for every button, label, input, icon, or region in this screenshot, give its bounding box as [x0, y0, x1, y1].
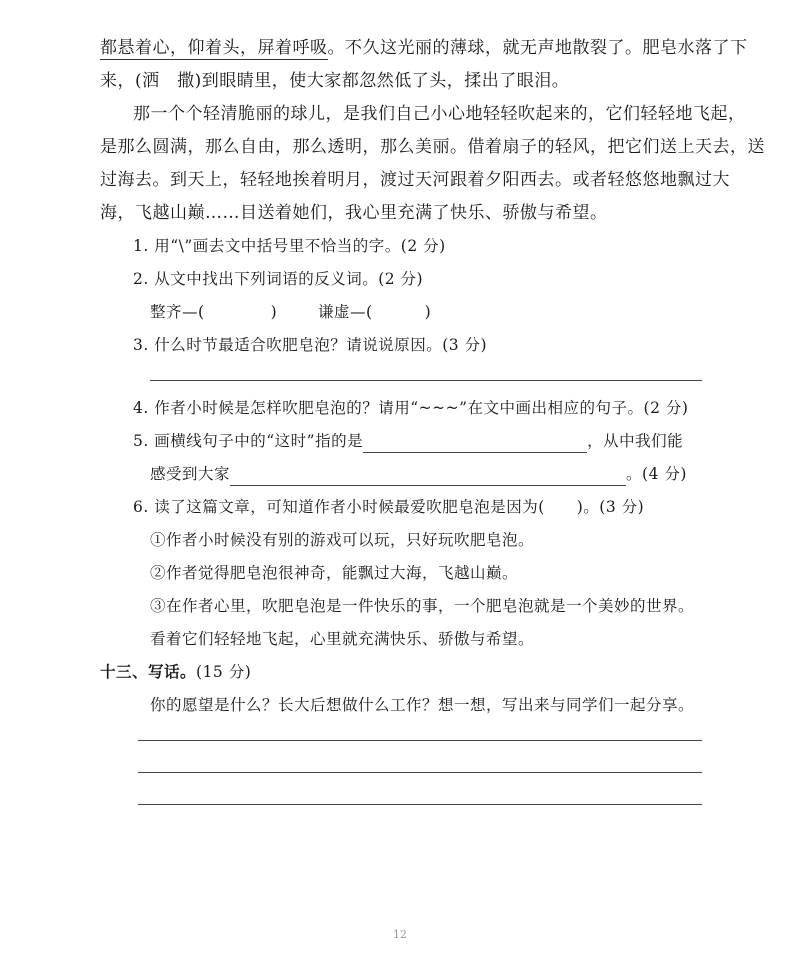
question-6-option-1[interactable]: ①作者小时候没有别的游戏可以玩，只好玩吹肥皂泡。 [150, 531, 535, 549]
passage-para2-line-2: 是那么圆满，那么自由，那么透明，那么美丽。借着扇子的轻风，把它们送上天去，送 [100, 137, 765, 157]
question-2: 2. 从文中找出下列词语的反义词。(2 分) [133, 270, 424, 288]
question-6-option-3-cont: 看着它们轻轻地飞起，心里就充满快乐、骄傲与希望。 [150, 630, 535, 648]
writing-line-1[interactable] [138, 740, 702, 741]
question-2-item-b: 谦虚—( ) [318, 303, 432, 321]
passage-para2-line-1: 那一个个轻清脆丽的球儿，是我们自己小心地轻轻吹起来的，它们轻轻地飞起， [133, 104, 746, 124]
writing-line-3[interactable] [138, 804, 702, 805]
question-1: 1. 用“\”画去文中括号里不恰当的字。(2 分) [133, 237, 446, 255]
question-6-option-3[interactable]: ③在作者心里，吹肥皂泡是一件快乐的事，一个肥皂泡就是一个美妙的世界。 [150, 597, 695, 615]
writing-line-2[interactable] [138, 772, 702, 773]
page-number: 12 [393, 928, 407, 941]
answer-blank-q5-a[interactable] [363, 432, 587, 453]
passage-para2-line-4: 海，飞越山巅……目送着她们，我心里充满了快乐、骄傲与希望。 [100, 203, 608, 223]
passage-line-2: 来，(洒 撒)到眼睛里，使大家都忽然低了头，揉出了眼泪。 [100, 71, 570, 91]
question-5-line-2: 感受到大家 。(4 分) [150, 462, 687, 486]
passage-line-1: 都悬着心，仰着头，屏着呼吸。不久这光丽的薄球，就无声地散裂了。肥皂水落了下 [100, 38, 748, 58]
passage-para2-line-3: 过海去。到天上，轻轻地挨着明月，渡过天河跟着夕阳西去。或者轻悠悠地飘过大 [100, 170, 730, 190]
question-3: 3. 什么时节最适合吹肥皂泡？请说说原因。(3 分) [133, 336, 488, 354]
question-4: 4. 作者小时候是怎样吹肥皂泡的？请用“~~~”在文中画出相应的句子。(2 分) [133, 399, 689, 417]
section-13-prompt: 你的愿望是什么？长大后想做什么工作？想一想，写出来与同学们一起分享。 [150, 696, 695, 714]
section-13-heading [100, 660, 251, 684]
underlined-sentence: 都悬着心，仰着头，屏着呼吸 [100, 38, 328, 58]
answer-blank-q5-b[interactable] [230, 465, 626, 486]
question-5-line-1: 5. 画横线句子中的“这时”指的是 ，从中我们能 [133, 429, 683, 453]
question-2-item-a: 整齐—( ) [150, 303, 278, 321]
section-13-title: 十三、写话。 [100, 662, 197, 681]
question-6-option-2[interactable]: ②作者觉得肥皂泡很神奇，能飘过大海，飞越山巅。 [150, 564, 519, 582]
question-6: 6. 读了这篇文章，可知道作者小时候最爱吹肥皂泡是因为( )。(3 分) [133, 498, 645, 516]
answer-line-q3[interactable] [150, 380, 702, 381]
section-13-score: (15 分) [196, 663, 252, 681]
